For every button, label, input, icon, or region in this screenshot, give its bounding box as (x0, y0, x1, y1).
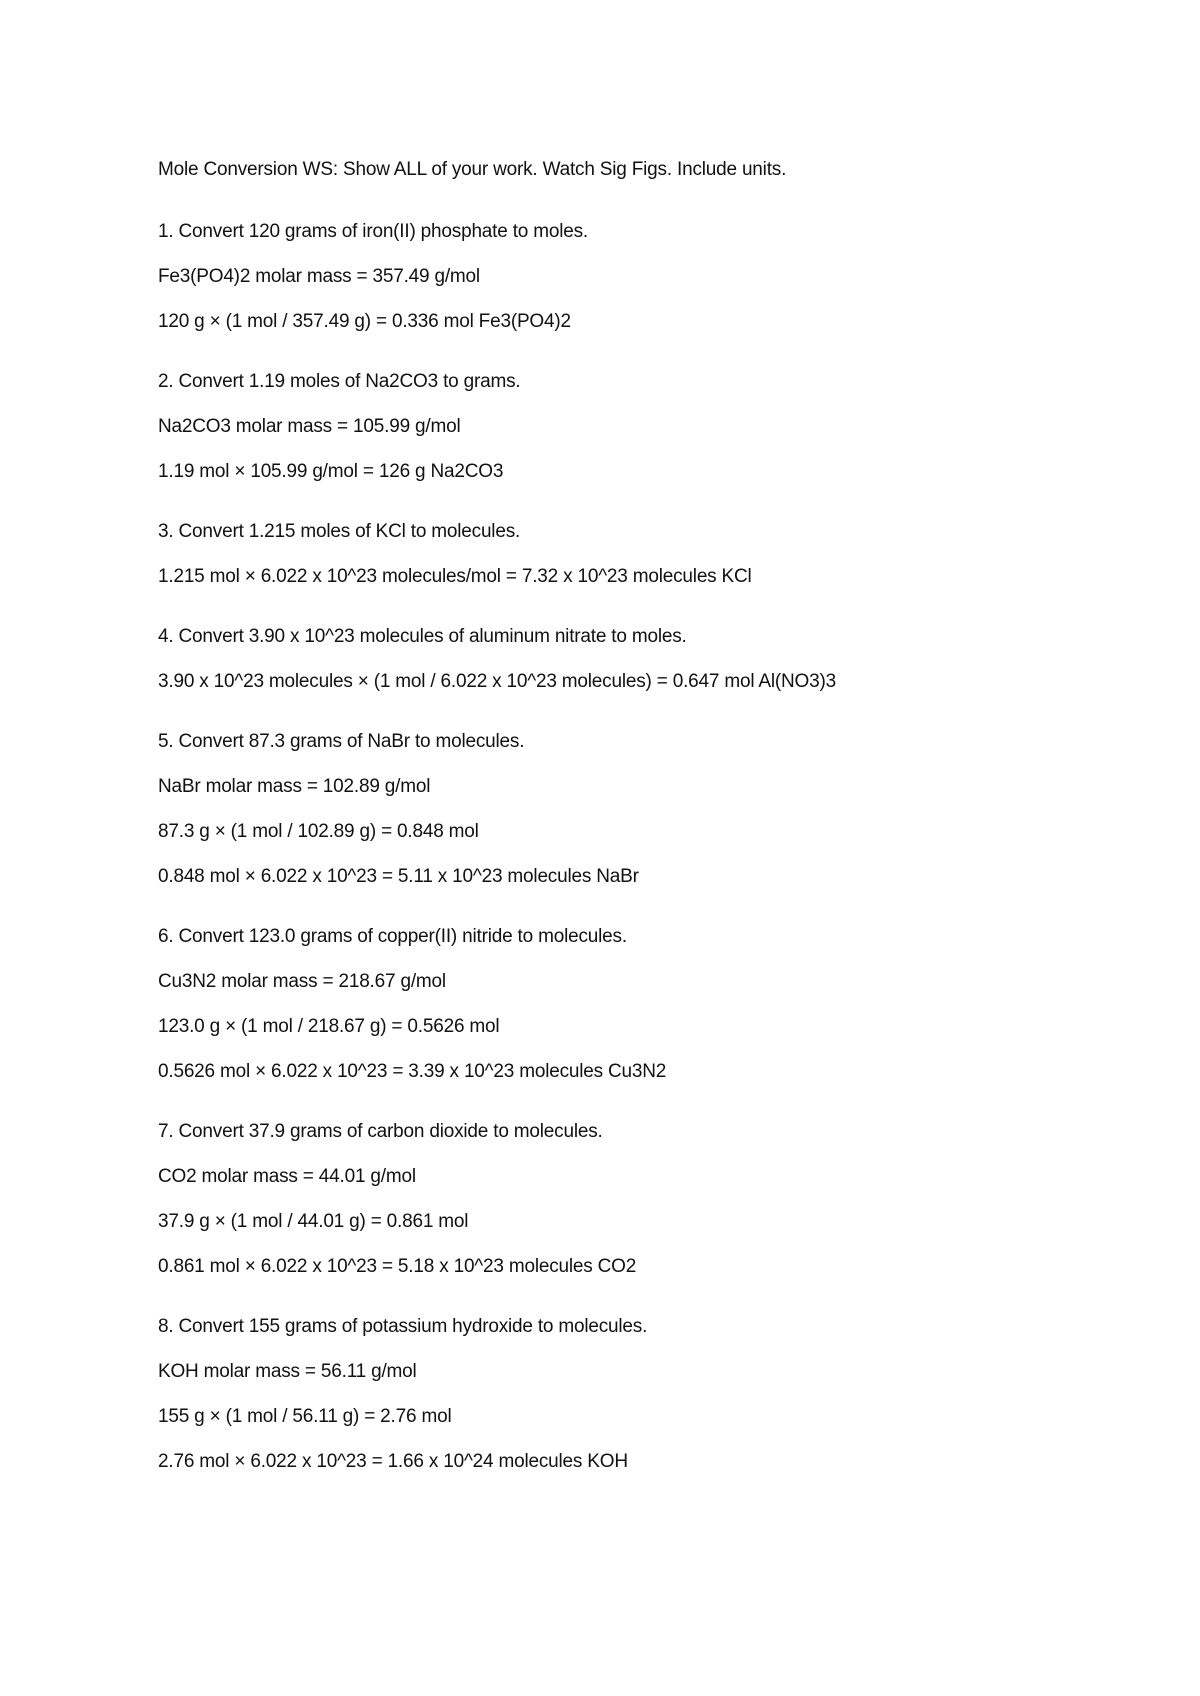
problem-4 (158, 624, 1138, 695)
work-line: 1.19 mol × 105.99 g/mol = 126 g Na2CO3 (158, 461, 504, 482)
problem-question: 6. Convert 123.0 grams of copper(II) nitride to molecules. (158, 926, 627, 947)
problem-7 (158, 1119, 1138, 1280)
work-line: 2.76 mol × 6.022 x 10^23 = 1.66 x 10^24 molecules KOH (158, 1451, 628, 1472)
problem-question: 7. Convert 37.9 grams of carbon dioxide to molecules. (158, 1121, 603, 1142)
problem-6 (158, 924, 1138, 1085)
worksheet-content (158, 157, 1138, 1509)
work-line: 123.0 g × (1 mol / 218.67 g) = 0.5626 mol (158, 1016, 500, 1037)
work-line: Cu3N2 molar mass = 218.67 g/mol (158, 971, 446, 992)
work-line: 87.3 g × (1 mol / 102.89 g) = 0.848 mol (158, 821, 479, 842)
work-line: CO2 molar mass = 44.01 g/mol (158, 1166, 416, 1187)
work-line: 0.5626 mol × 6.022 x 10^23 = 3.39 x 10^23 molecules Cu3N2 (158, 1061, 667, 1082)
problem-5 (158, 729, 1138, 890)
work-line: NaBr molar mass = 102.89 g/mol (158, 776, 431, 797)
problem-question: 3. Convert 1.215 moles of KCl to molecules. (158, 521, 521, 542)
work-line: 3.90 x 10^23 molecules × (1 mol / 6.022 x 10^23 molecules) = 0.647 mol Al(NO3)3 (158, 671, 836, 692)
problem-1 (158, 219, 1138, 335)
problem-question: 4. Convert 3.90 x 10^23 molecules of aluminum nitrate to moles. (158, 626, 687, 647)
work-line: Na2CO3 molar mass = 105.99 g/mol (158, 416, 461, 437)
problem-3 (158, 519, 1138, 590)
problem-question: 8. Convert 155 grams of potassium hydroxide to molecules. (158, 1316, 648, 1337)
worksheet-title: Mole Conversion WS: Show ALL of your work. Watch Sig Figs. Include units. (158, 159, 787, 180)
work-line: 1.215 mol × 6.022 x 10^23 molecules/mol = 7.32 x 10^23 molecules KCl (158, 566, 752, 587)
work-line: KOH molar mass = 56.11 g/mol (158, 1361, 417, 1382)
work-line: 155 g × (1 mol / 56.11 g) = 2.76 mol (158, 1406, 452, 1427)
problem-8 (158, 1314, 1138, 1475)
work-line: 120 g × (1 mol / 357.49 g) = 0.336 mol Fe3(PO4)2 (158, 311, 571, 332)
problem-question: 5. Convert 87.3 grams of NaBr to molecules. (158, 731, 525, 752)
problem-question: 2. Convert 1.19 moles of Na2CO3 to grams. (158, 371, 521, 392)
problem-2 (158, 369, 1138, 485)
work-line: Fe3(PO4)2 molar mass = 357.49 g/mol (158, 266, 480, 287)
problem-question: 1. Convert 120 grams of iron(II) phosphate to moles. (158, 221, 588, 242)
work-line: 0.861 mol × 6.022 x 10^23 = 5.18 x 10^23 molecules CO2 (158, 1256, 637, 1277)
work-line: 37.9 g × (1 mol / 44.01 g) = 0.861 mol (158, 1211, 469, 1232)
work-line: 0.848 mol × 6.022 x 10^23 = 5.11 x 10^23 molecules NaBr (158, 866, 639, 887)
